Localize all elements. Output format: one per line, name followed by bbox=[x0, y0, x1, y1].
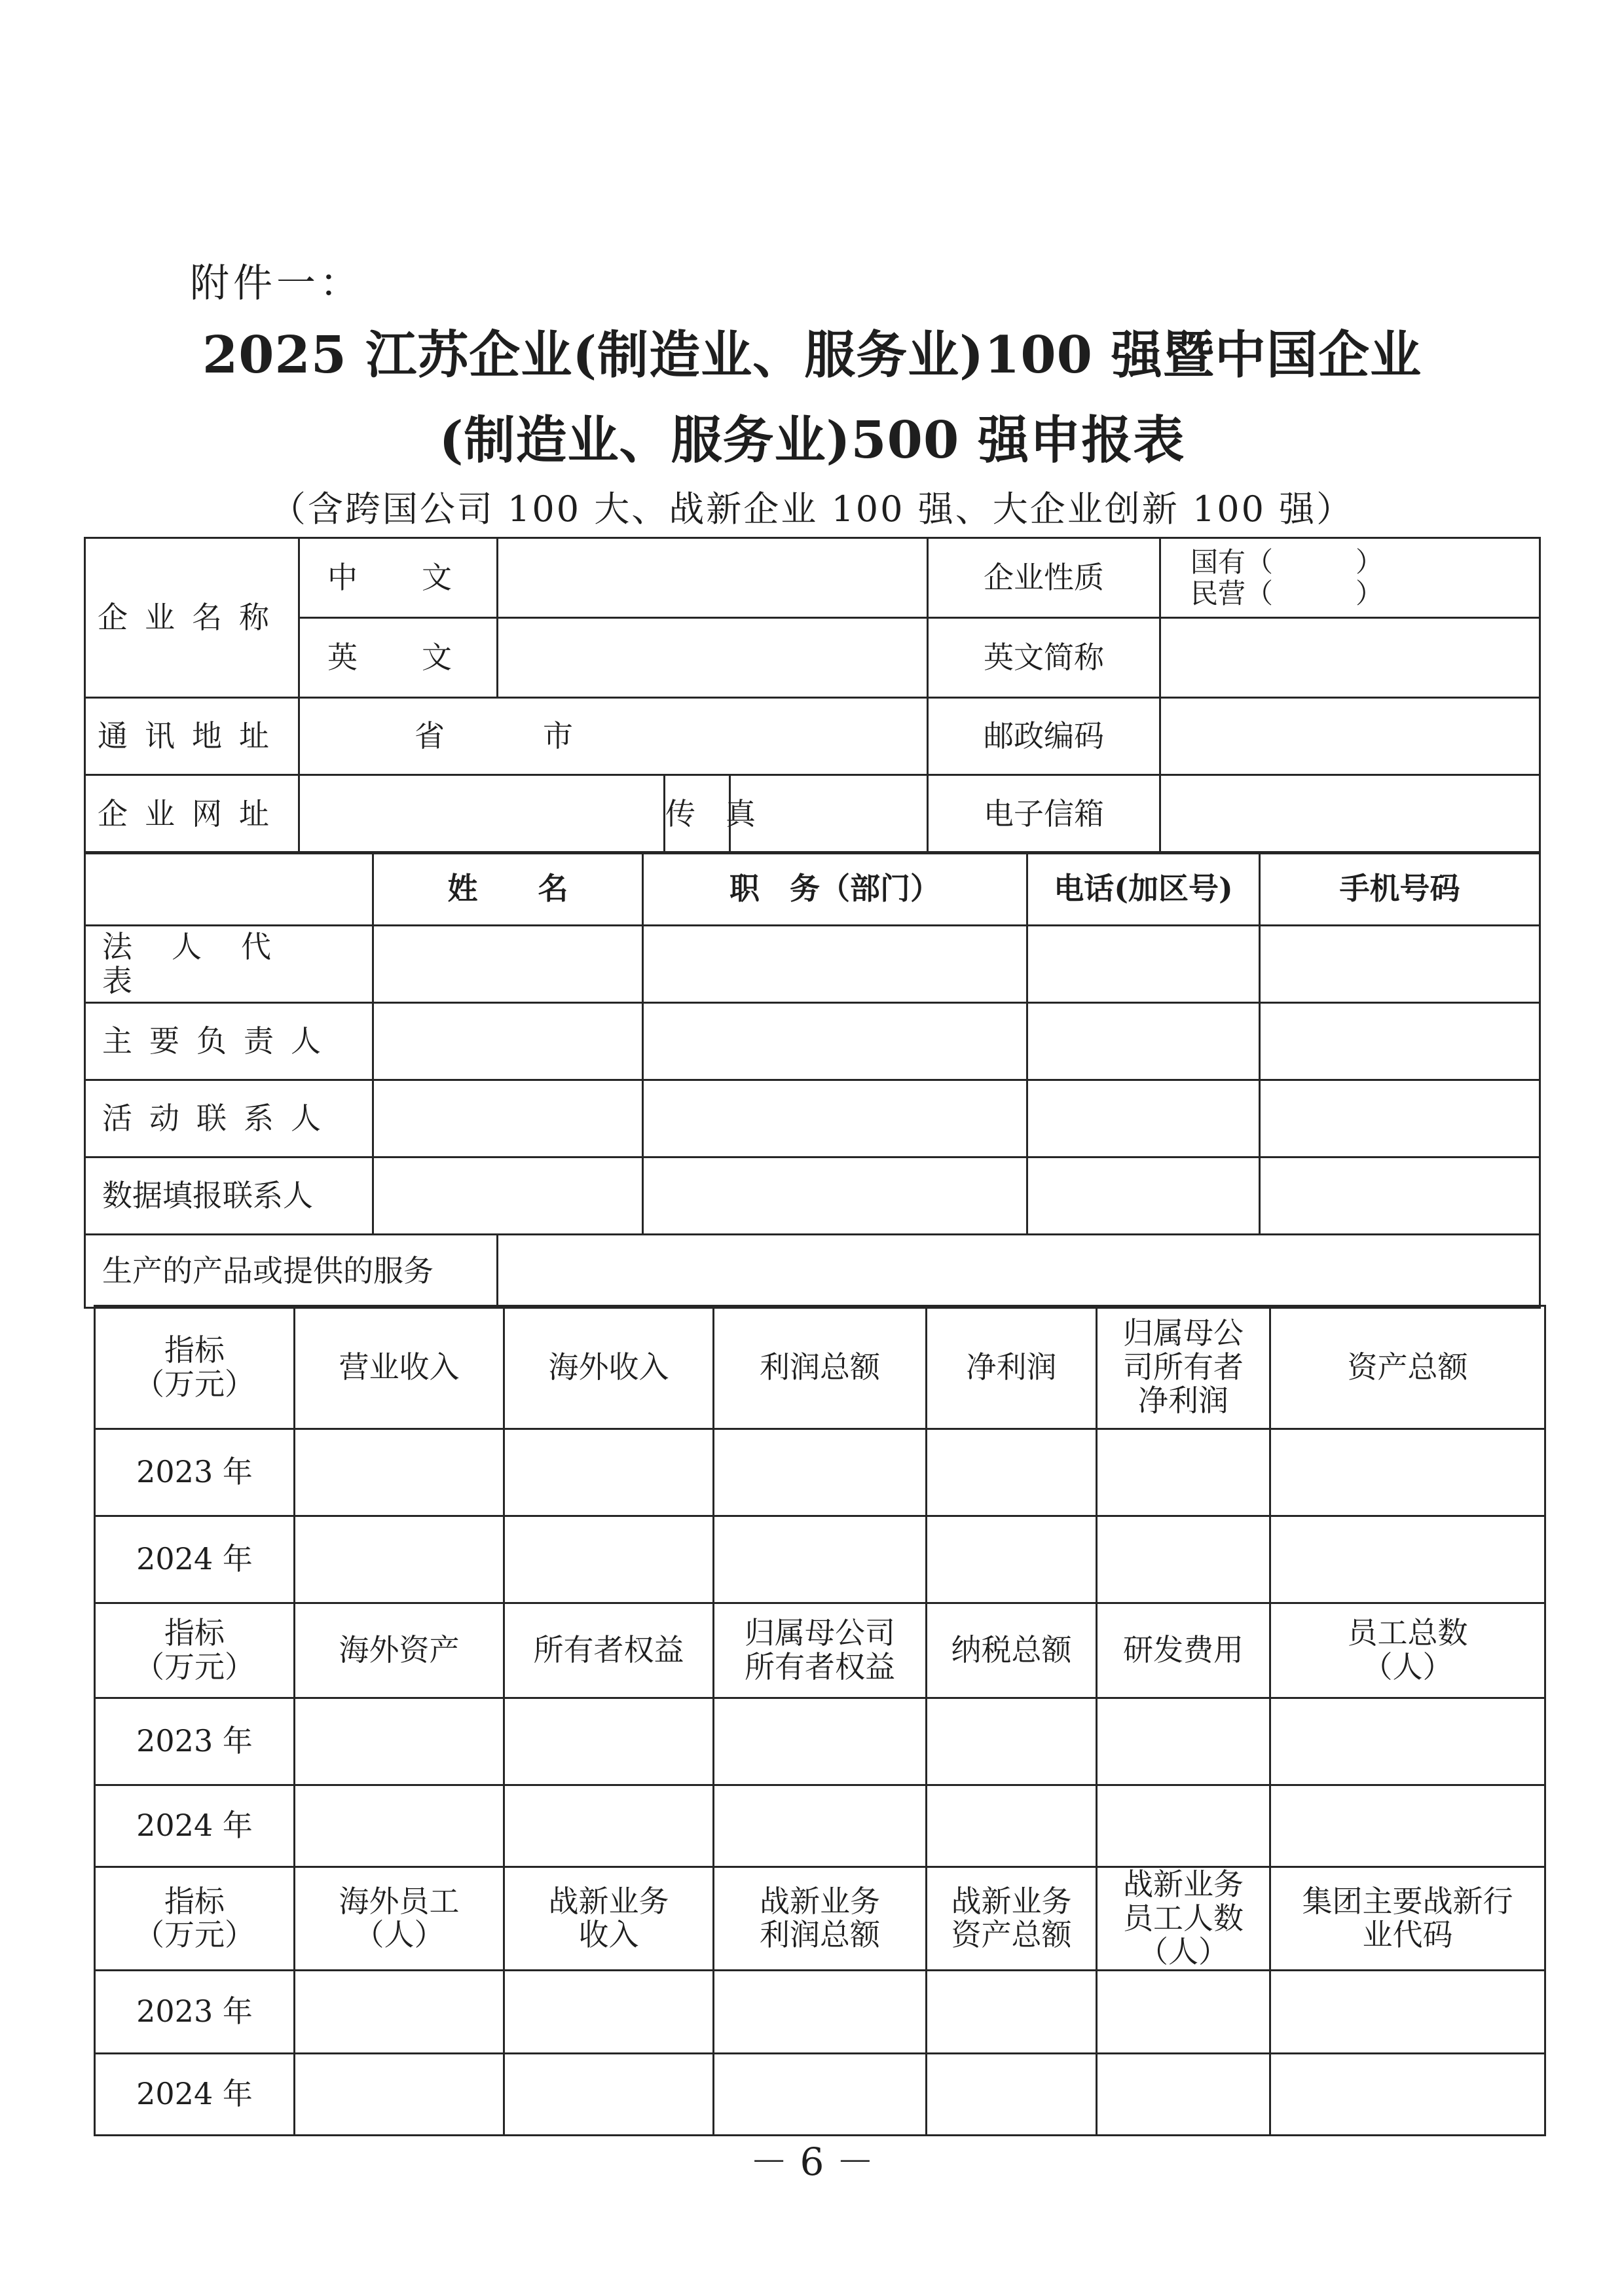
cell-g3-2024-5[interactable] bbox=[1097, 2053, 1270, 2135]
indicator-label-3: 指标 （万元） bbox=[95, 1867, 295, 1971]
cell-g1-2024-6[interactable] bbox=[1270, 1516, 1545, 1603]
operating-revenue-header: 营业收入 bbox=[295, 1306, 504, 1429]
fax-label: 传 真 bbox=[665, 775, 730, 854]
postcode-label: 邮政编码 bbox=[928, 698, 1160, 775]
mobile-column-header: 手机号码 bbox=[1260, 852, 1540, 926]
cell-g3-2024-2[interactable] bbox=[504, 2053, 714, 2135]
strategic-employees-header: 战新业务员工人数（人） bbox=[1097, 1867, 1270, 1971]
cell-g2-2023-5[interactable] bbox=[1097, 1698, 1270, 1785]
cell-g1-2023-6[interactable] bbox=[1270, 1429, 1545, 1516]
data-contact-position-field[interactable] bbox=[643, 1157, 1027, 1235]
city-label: 市 bbox=[543, 718, 573, 754]
cell-g2-2023-4[interactable] bbox=[927, 1698, 1097, 1785]
year-2023-label: 2023 年 bbox=[95, 1698, 295, 1785]
company-name-label: 企业名称 bbox=[85, 538, 299, 698]
contacts-corner-cell bbox=[85, 852, 373, 926]
cell-g3-2023-5[interactable] bbox=[1097, 1970, 1270, 2053]
cell-g2-2024-6[interactable] bbox=[1270, 1785, 1545, 1867]
overseas-assets-header: 海外资产 bbox=[295, 1603, 504, 1698]
cell-g2-2024-3[interactable] bbox=[714, 1785, 927, 1867]
cell-g2-2024-5[interactable] bbox=[1097, 1785, 1270, 1867]
data-contact-name-field[interactable] bbox=[373, 1157, 643, 1235]
contacts-table bbox=[84, 851, 1541, 1235]
cell-g1-2024-4[interactable] bbox=[927, 1516, 1097, 1603]
products-field[interactable] bbox=[498, 1235, 1540, 1308]
cell-g1-2023-4[interactable] bbox=[927, 1429, 1097, 1516]
cell-g2-2024-2[interactable] bbox=[504, 1785, 714, 1867]
main-person-label: 主要负责人 bbox=[85, 1003, 373, 1080]
address-label: 通讯地址 bbox=[85, 698, 299, 775]
year-2024-label: 2024 年 bbox=[95, 2053, 295, 2135]
parent-net-profit-header: 归属母公司所有者净利润 bbox=[1097, 1306, 1270, 1429]
legal-rep-name-field[interactable] bbox=[373, 926, 643, 1003]
legal-representative-label: 法人代表 bbox=[85, 926, 373, 1003]
cell-g3-2023-3[interactable] bbox=[714, 1970, 927, 2053]
rd-expense-header: 研发费用 bbox=[1097, 1603, 1270, 1698]
attachment-label: 附件一： bbox=[190, 261, 363, 306]
cell-g3-2023-4[interactable] bbox=[927, 1970, 1097, 2053]
data-contact-phone-field[interactable] bbox=[1027, 1157, 1260, 1235]
indicator-label-1: 指标 （万元） bbox=[95, 1306, 295, 1429]
legal-rep-position-field[interactable] bbox=[643, 926, 1027, 1003]
cell-g2-2023-3[interactable] bbox=[714, 1698, 927, 1785]
cell-g3-2023-1[interactable] bbox=[295, 1970, 504, 2053]
cell-g3-2023-6[interactable] bbox=[1270, 1970, 1545, 2053]
overseas-employees-header: 海外员工（人） bbox=[295, 1867, 504, 1971]
cell-g2-2023-2[interactable] bbox=[504, 1698, 714, 1785]
main-person-phone-field[interactable] bbox=[1027, 1003, 1260, 1080]
year-2024-label: 2024 年 bbox=[95, 1785, 295, 1867]
strategic-profit-header: 战新业务利润总额 bbox=[714, 1867, 927, 1971]
cell-g1-2024-1[interactable] bbox=[295, 1516, 504, 1603]
document-title-line-2: (制造业、服务业)500 强申报表 bbox=[439, 410, 1185, 470]
cell-g3-2024-6[interactable] bbox=[1270, 2053, 1545, 2135]
strategic-industry-code-header: 集团主要战新行业代码 bbox=[1270, 1867, 1545, 1971]
cell-g2-2024-4[interactable] bbox=[927, 1785, 1097, 1867]
year-2024-label: 2024 年 bbox=[95, 1516, 295, 1603]
english-name-label: 英 文 bbox=[299, 618, 498, 698]
email-label: 电子信箱 bbox=[928, 775, 1160, 854]
event-contact-name-field[interactable] bbox=[373, 1080, 643, 1157]
province-label: 省 bbox=[415, 718, 445, 754]
page-number: － 6 － bbox=[750, 2140, 874, 2184]
event-contact-phone-field[interactable] bbox=[1027, 1080, 1260, 1157]
website-field[interactable] bbox=[299, 775, 665, 854]
document-title-line-1: 2025 江苏企业(制造业、服务业)100 强暨中国企业 bbox=[202, 325, 1422, 385]
total-employees-header: 员工总数（人） bbox=[1270, 1603, 1545, 1698]
main-person-position-field[interactable] bbox=[643, 1003, 1027, 1080]
cell-g1-2023-2[interactable] bbox=[504, 1429, 714, 1516]
parent-owners-equity-header: 归属母公司所有者权益 bbox=[714, 1603, 927, 1698]
products-table bbox=[84, 1233, 1541, 1309]
total-profit-header: 利润总额 bbox=[714, 1306, 927, 1429]
phone-column-header: 电话(加区号) bbox=[1027, 852, 1260, 926]
event-contact-position-field[interactable] bbox=[643, 1080, 1027, 1157]
overseas-revenue-header: 海外收入 bbox=[504, 1306, 714, 1429]
data-contact-label: 数据填报联系人 bbox=[85, 1157, 373, 1235]
name-column-header: 姓 名 bbox=[373, 852, 643, 926]
position-column-header: 职 务（部门） bbox=[643, 852, 1027, 926]
cell-g3-2024-3[interactable] bbox=[714, 2053, 927, 2135]
cell-g1-2024-2[interactable] bbox=[504, 1516, 714, 1603]
cell-g1-2023-3[interactable] bbox=[714, 1429, 927, 1516]
main-person-mobile-field[interactable] bbox=[1260, 1003, 1540, 1080]
total-tax-header: 纳税总额 bbox=[927, 1603, 1097, 1698]
event-contact-mobile-field[interactable] bbox=[1260, 1080, 1540, 1157]
cell-g1-2023-1[interactable] bbox=[295, 1429, 504, 1516]
cell-g1-2024-3[interactable] bbox=[714, 1516, 927, 1603]
cell-g2-2023-1[interactable] bbox=[295, 1698, 504, 1785]
indicators-table bbox=[94, 1305, 1546, 2136]
indicator-label-2: 指标 （万元） bbox=[95, 1603, 295, 1698]
owners-equity-header: 所有者权益 bbox=[504, 1603, 714, 1698]
year-2023-label: 2023 年 bbox=[95, 1429, 295, 1516]
state-owned-option[interactable]: 国有（ ） bbox=[1190, 546, 1384, 579]
company-nature-options[interactable] bbox=[1160, 538, 1540, 618]
year-2023-label: 2023 年 bbox=[95, 1970, 295, 2053]
legal-rep-mobile-field[interactable] bbox=[1260, 926, 1540, 1003]
fax-field[interactable] bbox=[730, 775, 928, 854]
private-option[interactable]: 民营（ ） bbox=[1190, 577, 1384, 610]
company-info-table bbox=[84, 537, 1541, 854]
cell-g3-2023-2[interactable] bbox=[504, 1970, 714, 2053]
legal-rep-phone-field[interactable] bbox=[1027, 926, 1260, 1003]
net-profit-header: 净利润 bbox=[927, 1306, 1097, 1429]
chinese-name-field[interactable] bbox=[498, 538, 928, 618]
data-contact-mobile-field[interactable] bbox=[1260, 1157, 1540, 1235]
cell-g2-2023-6[interactable] bbox=[1270, 1698, 1545, 1785]
cell-g3-2024-1[interactable] bbox=[295, 2053, 504, 2135]
postcode-field[interactable] bbox=[1160, 698, 1540, 775]
english-abbr-label: 英文简称 bbox=[928, 618, 1160, 698]
website-label: 企业网址 bbox=[85, 775, 299, 854]
cell-g1-2024-5[interactable] bbox=[1097, 1516, 1270, 1603]
cell-g3-2024-4[interactable] bbox=[927, 2053, 1097, 2135]
email-field[interactable] bbox=[1160, 775, 1540, 854]
chinese-name-label: 中 文 bbox=[299, 538, 498, 618]
total-assets-header: 资产总额 bbox=[1270, 1306, 1545, 1429]
address-field[interactable] bbox=[299, 698, 928, 775]
main-person-name-field[interactable] bbox=[373, 1003, 643, 1080]
english-abbr-field[interactable] bbox=[1160, 618, 1540, 698]
cell-g1-2023-5[interactable] bbox=[1097, 1429, 1270, 1516]
products-label: 生产的产品或提供的服务 bbox=[85, 1235, 498, 1308]
strategic-revenue-header: 战新业务收入 bbox=[504, 1867, 714, 1971]
strategic-assets-header: 战新业务资产总额 bbox=[927, 1867, 1097, 1971]
company-nature-label: 企业性质 bbox=[928, 538, 1160, 618]
document-subtitle: （含跨国公司 100 大、战新企业 100 强、大企业创新 100 强） bbox=[270, 488, 1354, 530]
event-contact-label: 活动联系人 bbox=[85, 1080, 373, 1157]
cell-g2-2024-1[interactable] bbox=[295, 1785, 504, 1867]
english-name-field[interactable] bbox=[498, 618, 928, 698]
